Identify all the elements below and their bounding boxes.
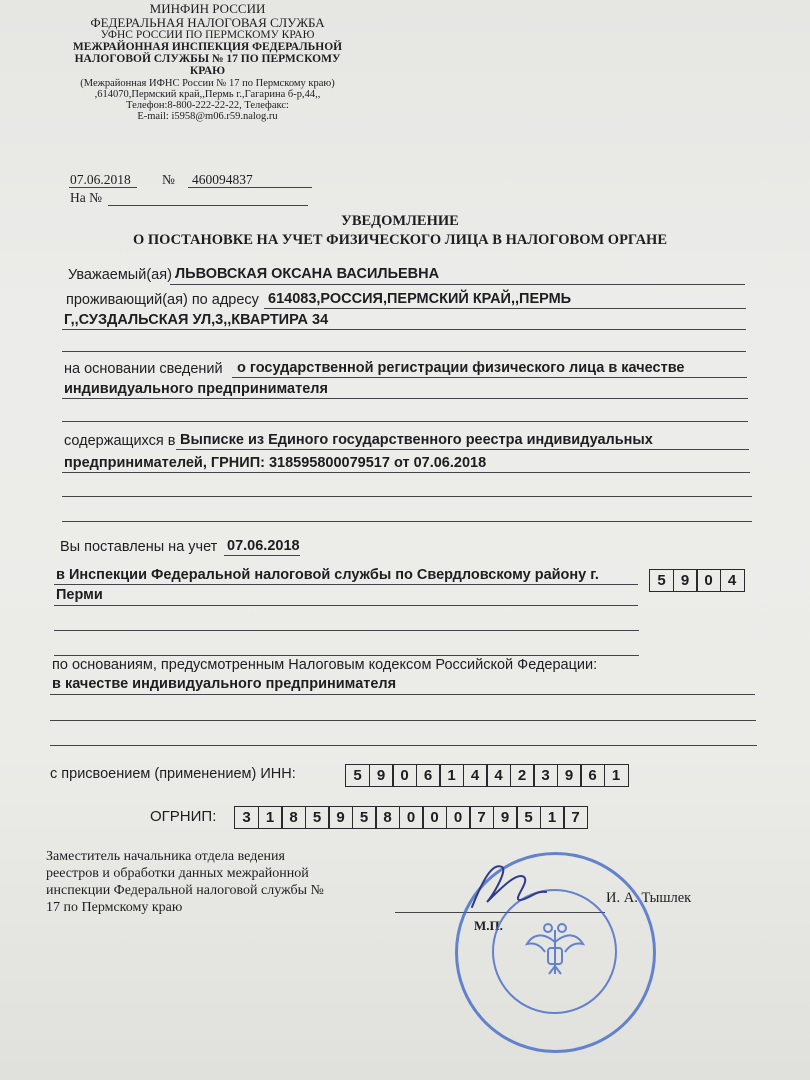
rule	[62, 351, 746, 352]
rule	[54, 605, 638, 606]
inn-digit: 1	[439, 764, 464, 787]
header-line: E-mail: i5958@m06.r59.nalog.ru	[137, 110, 278, 122]
rule	[62, 329, 746, 330]
code-digit: 4	[720, 569, 745, 592]
inn-digit: 9	[557, 764, 582, 787]
eagle-emblem-icon	[515, 912, 595, 992]
rule	[54, 630, 639, 631]
registration-label: Вы поставлены на учет	[60, 539, 218, 555]
inspection-line-1: в Инспекции Федеральной налоговой службы по Свердловскому району г.	[56, 567, 599, 583]
rule	[62, 398, 748, 399]
source-label: содержащихся в	[64, 433, 176, 449]
ogrnip-digit: 7	[563, 806, 588, 829]
doc-number-underline	[188, 187, 312, 188]
header-line: МЕЖРАЙОННАЯ ИНСПЕКЦИЯ ФЕДЕРАЛЬНОЙ	[72, 41, 343, 54]
ogrnip-digit: 5	[516, 806, 541, 829]
ogrnip-digit: 9	[328, 806, 353, 829]
grounds-value: в качестве индивидуального предпринимателя	[52, 676, 397, 692]
handwritten-signature-icon	[462, 852, 552, 922]
ogrnip-label: ОГРНИП:	[150, 808, 217, 825]
ogrnip-digit: 1	[540, 806, 565, 829]
ogrnip-digit: 8	[375, 806, 400, 829]
header-line: МИНФИН РОССИИ	[149, 1, 266, 16]
signatory-line: реестров и обработки данных межрайонной	[46, 866, 309, 881]
signatory-title	[46, 848, 324, 916]
inn-digit: 9	[369, 764, 394, 787]
header-line: УФНС РОССИИ ПО ПЕРМСКОМУ КРАЮ	[100, 29, 315, 42]
seal-label: М.П.	[474, 918, 503, 933]
address-label: проживающий(ая) по адресу	[66, 292, 259, 308]
rule	[50, 720, 756, 721]
ogrnip-digit: 7	[469, 806, 494, 829]
header-line: ,614070,Пермский край,,Пермь г.,Гагарина б-р,44,,	[94, 88, 321, 100]
rule	[54, 655, 639, 656]
ogrnip-digit: 0	[446, 806, 471, 829]
in-reply-underline	[108, 205, 308, 206]
rule	[264, 308, 746, 309]
source-line-1: Выписке из Единого государственного реестра индивидуальных	[180, 432, 653, 448]
inn-digit: 1	[604, 764, 629, 787]
signatory-line: Заместитель начальника отдела ведения	[46, 849, 285, 864]
ogrnip-digit: 5	[352, 806, 377, 829]
ogrnip-digit: 3	[234, 806, 259, 829]
code-digit: 5	[649, 569, 674, 592]
doc-number: 460094837	[192, 172, 253, 187]
header-line: (Межрайонная ИФНС России № 17 по Пермскому краю)	[80, 77, 335, 89]
header-line: Телефон:8-800-222-22-22, Телефакс:	[126, 99, 289, 111]
addressee-label: Уважаемый(ая)	[68, 267, 172, 283]
rule	[62, 421, 748, 422]
rule	[170, 284, 745, 285]
ogrnip-digit: 1	[258, 806, 283, 829]
ogrnip-digit: 5	[305, 806, 330, 829]
inn-digit: 5	[345, 764, 370, 787]
header-line: ФЕДЕРАЛЬНАЯ НАЛОГОВАЯ СЛУЖБА	[90, 14, 325, 30]
inn-digit: 3	[533, 764, 558, 787]
ogrnip-digit: 0	[399, 806, 424, 829]
rule	[62, 521, 752, 522]
rule	[54, 584, 638, 585]
basis-line-1: о государственной регистрации физического лица в качестве	[237, 360, 685, 376]
inn-digit: 6	[416, 764, 441, 787]
inn-label: с присвоением (применением) ИНН:	[50, 766, 296, 782]
doc-title: УВЕДОМЛЕНИЕ	[341, 213, 459, 229]
inn-digit: 2	[510, 764, 535, 787]
inn-digit: 6	[580, 764, 605, 787]
header-line: НАЛОГОВОЙ СЛУЖБЫ № 17 ПО ПЕРМСКОМУ	[74, 53, 341, 66]
issuer-header	[40, 2, 375, 122]
basis-line-2: индивидуального предпринимателя	[64, 381, 328, 397]
tax-office-code-boxes	[649, 569, 745, 592]
inn-digit: 4	[486, 764, 511, 787]
doc-number-sign: №	[162, 172, 175, 187]
ogrnip-digit: 8	[281, 806, 306, 829]
header-line: КРАЮ	[189, 65, 226, 78]
inn-boxes	[345, 764, 629, 787]
signatory-name: И. А. Тышлек	[606, 890, 692, 906]
signatory-line: инспекции Федеральной налоговой службы №	[46, 883, 324, 898]
inspection-line-2: Перми	[56, 587, 103, 603]
rule	[176, 449, 749, 450]
basis-label: на основании сведений	[64, 361, 223, 377]
rule	[50, 694, 755, 695]
address-line-2: Г,,СУЗДАЛЬСКАЯ УЛ,3,,КВАРТИРА 34	[64, 312, 329, 328]
address-line-1: 614083,РОССИЯ,ПЕРМСКИЙ КРАЙ,,ПЕРМЬ	[268, 291, 572, 307]
in-reply-label: На №	[70, 190, 102, 205]
registration-date: 07.06.2018	[227, 538, 300, 554]
rule	[232, 377, 747, 378]
rule	[62, 496, 752, 497]
grounds-label: по основаниям, предусмотренным Налоговым кодексом Российской Федерации:	[52, 657, 598, 673]
doc-date: 07.06.2018	[70, 172, 131, 187]
inn-digit: 0	[392, 764, 417, 787]
doc-subtitle: О ПОСТАНОВКЕ НА УЧЕТ ФИЗИЧЕСКОГО ЛИЦА В НАЛОГОВОМ ОРГАНЕ	[132, 232, 668, 248]
source-line-2: предпринимателей, ГРНИП: 318595800079517 от 07.06.2018	[64, 455, 487, 471]
rule	[62, 472, 750, 473]
addressee-name: ЛЬВОВСКАЯ ОКСАНА ВАСИЛЬЕВНА	[175, 266, 440, 282]
code-digit: 9	[673, 569, 698, 592]
rule	[224, 555, 300, 556]
doc-date-underline	[69, 187, 137, 188]
rule	[50, 745, 757, 746]
ogrnip-digit: 0	[422, 806, 447, 829]
signatory-line: 17 по Пермскому краю	[46, 900, 183, 915]
ogrnip-digit: 9	[493, 806, 518, 829]
ogrnip-boxes	[234, 806, 588, 829]
code-digit: 0	[696, 569, 721, 592]
inn-digit: 4	[463, 764, 488, 787]
